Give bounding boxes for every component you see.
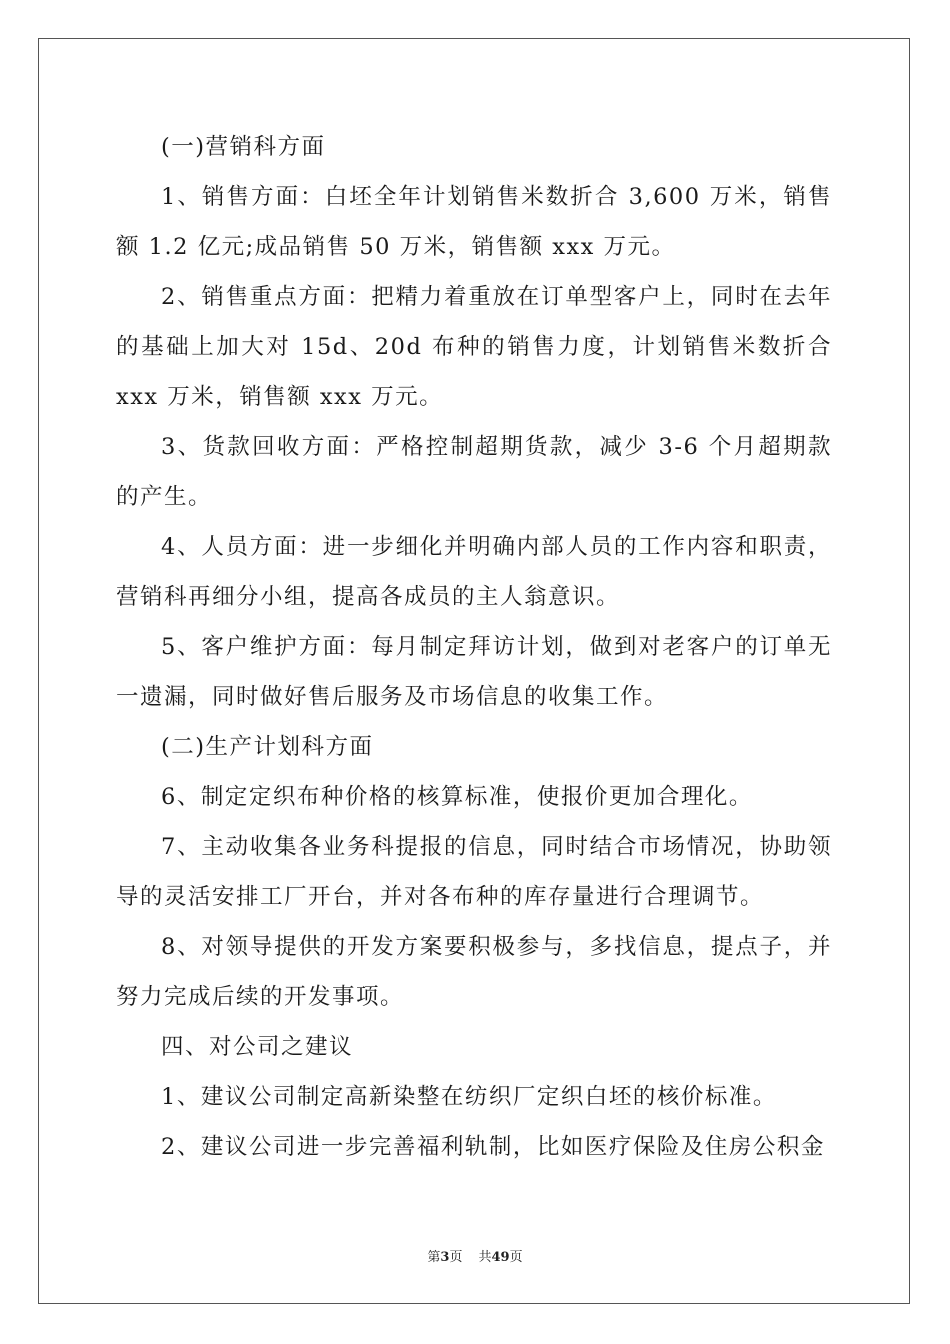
section-heading-marketing: (一)营销科方面 xyxy=(161,134,326,160)
paragraph-suggestion-welfare: 2、建议公司进一步完善福利轨制，比如医疗保险及住房公积金 xyxy=(161,1134,825,1160)
paragraph-sales-focus: 2、销售重点方面：把精力着重放在订单型客户上，同时在去年的基础上加大对 15d、20d 布种的销售力度，计划销售米数折合 xxx 万米，销售额 xxx 万元。 xyxy=(116,284,841,410)
page-footer xyxy=(0,1246,950,1265)
paragraph-information-collection: 7、主动收集各业务科提报的信息，同时结合市场情况，协助领导的灵活安排工厂开台，并对各布种的库存量进行合理调节。 xyxy=(116,834,832,910)
total-prefix: 共 xyxy=(478,1250,492,1265)
paragraph-sales: 1、销售方面：白坯全年计划销售米数折合 3,600 万米，销售额 1.2 亿元;成品销售 50 万米，销售额 xxx 万元。 xyxy=(116,184,832,260)
current-page-number: 3 xyxy=(440,1250,450,1265)
page-prefix: 第 xyxy=(427,1250,441,1265)
document-body xyxy=(116,122,841,1172)
paragraph-payment-collection: 3、货款回收方面：严格控制超期货款，减少 3-6 个月超期款的产生。 xyxy=(116,434,832,510)
total-suffix: 页 xyxy=(509,1250,523,1265)
paragraph-pricing-standard: 6、制定定织布种价格的核算标准，使报价更加合理化。 xyxy=(161,784,753,810)
paragraph-development: 8、对领导提供的开发方案要积极参与，多找信息，提点子，并努力完成后续的开发事项。 xyxy=(116,934,832,1010)
paragraph-customer-maintenance: 5、客户维护方面：每月制定拜访计划，做到对老客户的订单无一遗漏，同时做好售后服务及市场信息的收集工作。 xyxy=(116,634,832,710)
section-heading-production: (二)生产计划科方面 xyxy=(161,734,374,760)
total-pages-number: 49 xyxy=(491,1250,510,1265)
paragraph-suggestion-pricing: 1、建议公司制定高新染整在纺织厂定织白坯的核价标准。 xyxy=(161,1084,777,1110)
paragraph-personnel: 4、人员方面：进一步细化并明确内部人员的工作内容和职责，营销科再细分小组，提高各成员的主人翁意识。 xyxy=(116,534,832,610)
page-suffix: 页 xyxy=(449,1250,463,1265)
section-heading-suggestions: 四、对公司之建议 xyxy=(161,1034,354,1060)
